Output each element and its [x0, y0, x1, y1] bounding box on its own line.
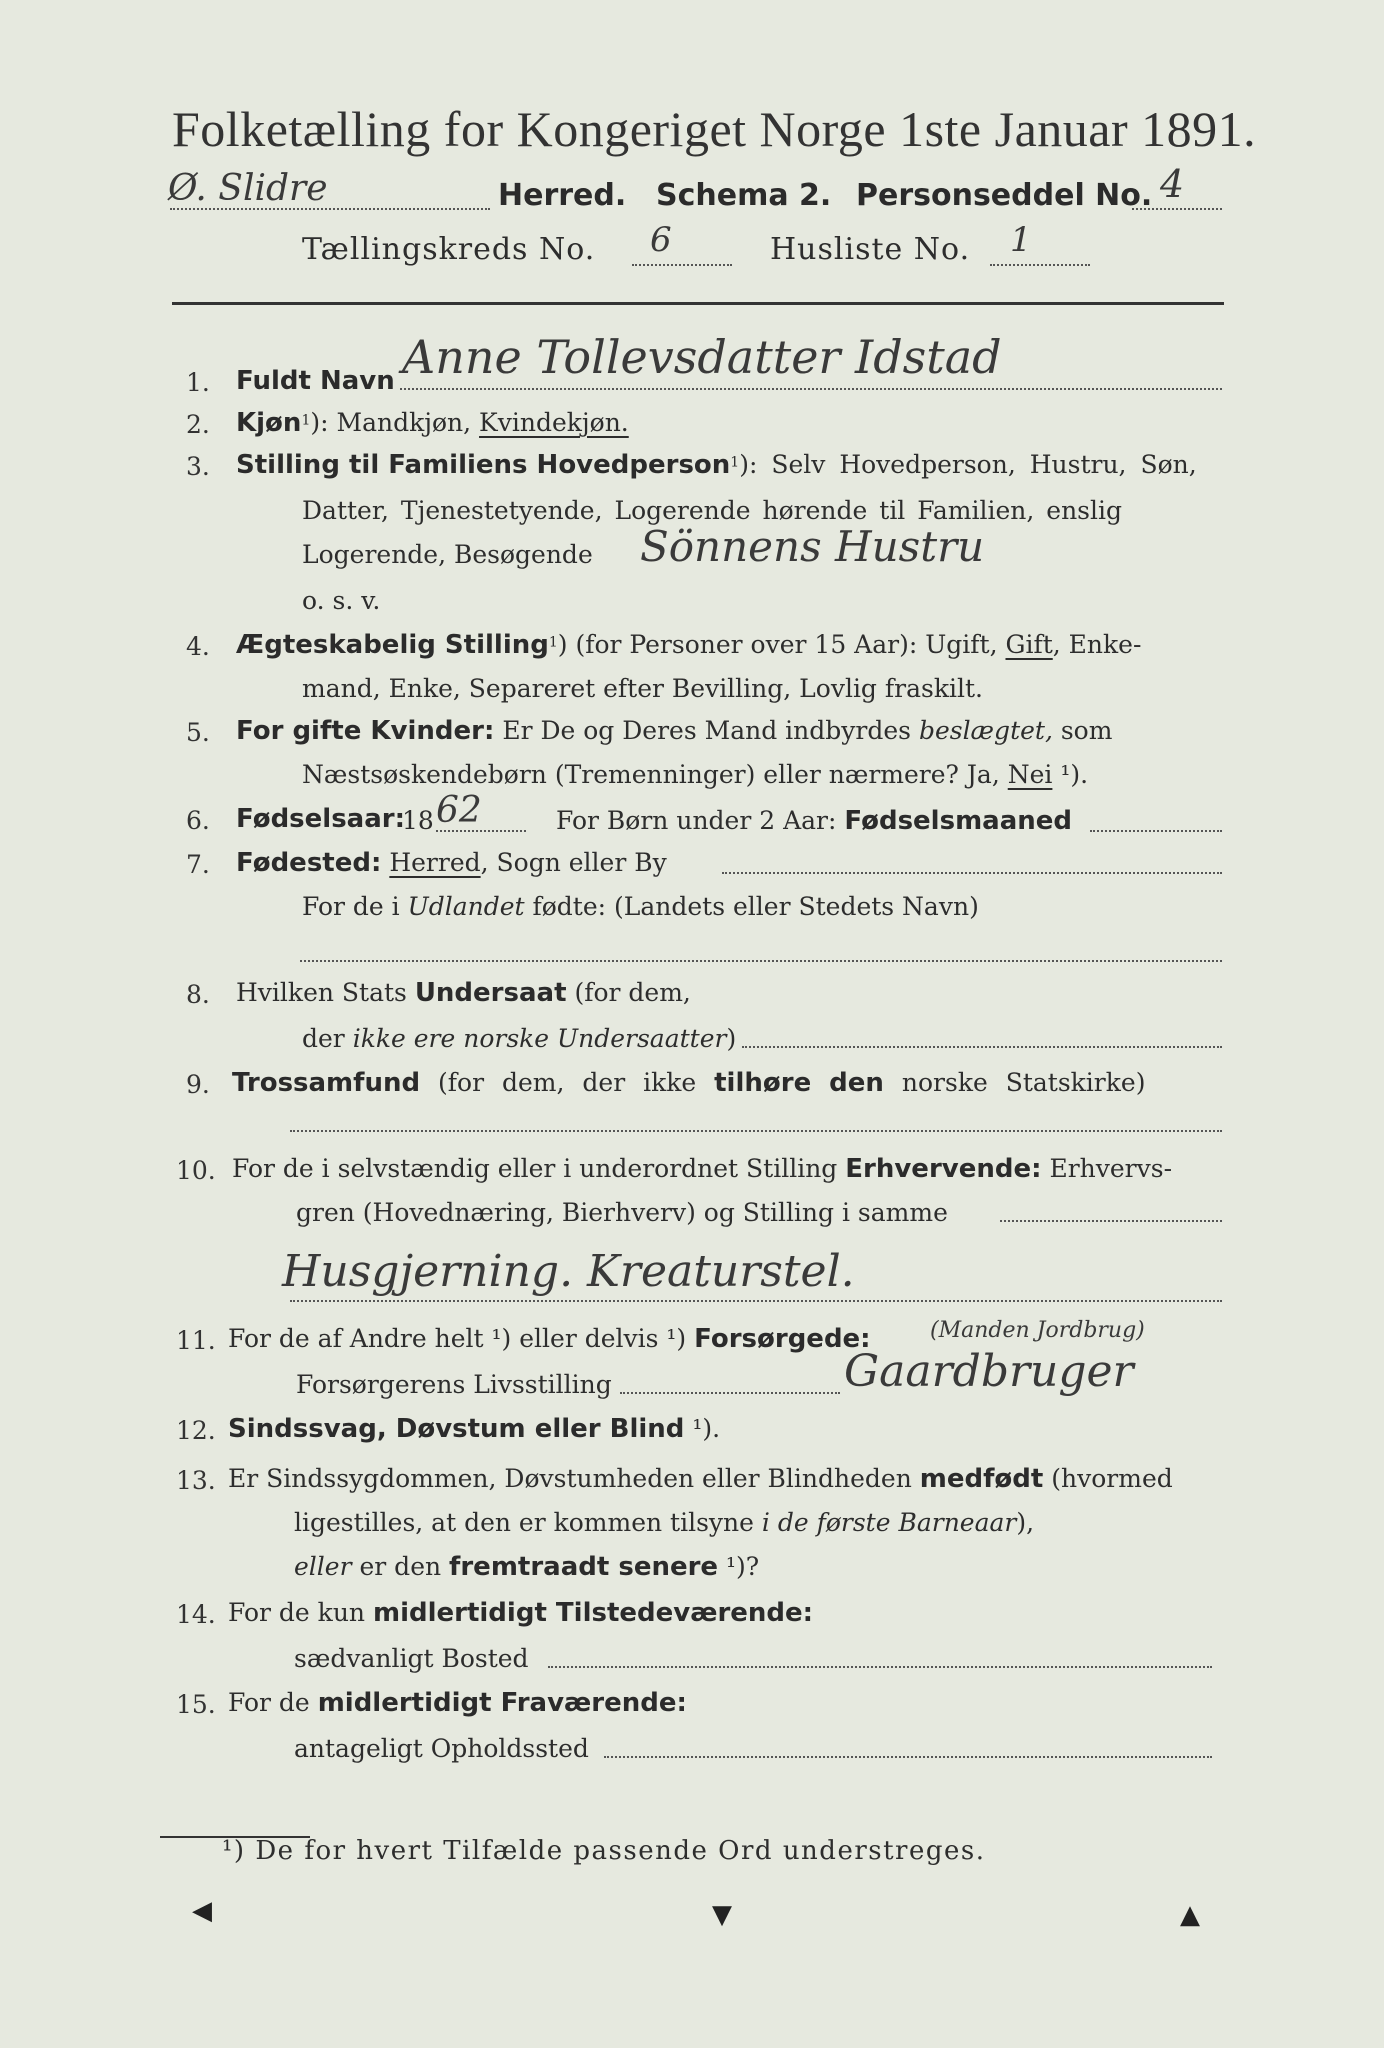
schema-label: Schema 2.	[656, 178, 832, 213]
marital-option-married: Gift	[1005, 630, 1053, 659]
occupation-dotted-line	[1000, 1220, 1222, 1222]
married-women-line2: Næstsøskendebørn (Tremenninger) eller nærmere? Ja, Nei ¹).	[302, 760, 1089, 789]
full-name-label: Fuldt Navn	[236, 366, 395, 396]
item-number: 13.	[176, 1466, 216, 1495]
sex-label: Kjøn	[236, 408, 302, 438]
supported-line1: For de af Andre helt ¹) eller delvis ¹) Forsørgede:	[228, 1324, 871, 1354]
supported-label: Forsørgede:	[694, 1324, 871, 1354]
item-number: 15.	[176, 1690, 216, 1719]
footnote: ¹) De for hvert Tilfælde passende Ord understreges.	[222, 1836, 986, 1866]
married-women-line1: For gifte Kvinder: Er De og Deres Mand indbyrdes beslægtet, som	[236, 716, 1113, 746]
item-number: 9.	[186, 1070, 210, 1099]
family-position-answer: Sönnens Hustru	[640, 522, 985, 571]
kreds-dotted-line	[632, 264, 732, 266]
family-position-line2: Datter, Tjenestetyende, Logerende hørende til Familien, enslig	[302, 496, 1123, 525]
header-rule	[172, 302, 1224, 305]
supported-answer: (Manden Jordbrug)	[930, 1318, 1145, 1343]
personseddel-dotted-line	[1132, 208, 1222, 210]
usual-residence-dotted-line	[548, 1666, 1212, 1668]
item-number: 8.	[186, 980, 210, 1009]
item-number: 11.	[176, 1326, 216, 1355]
disability-origin-line1: Er Sindssygdommen, Døvstumheden eller Blindheden medfødt (hvormed	[228, 1464, 1173, 1494]
birthplace-line1: Fødested: Herred, Sogn eller By	[236, 848, 667, 878]
birthplace-dotted-line	[722, 872, 1222, 874]
disability-origin-line2: ligestilles, at den er kommen tilsyne i de første Barneaar),	[294, 1508, 1035, 1537]
registration-mark-center-icon: ▼	[712, 1900, 732, 1930]
birth-year-label: Fødselsaar:	[236, 804, 405, 834]
married-women-label: For gifte Kvinder:	[236, 716, 495, 746]
item-number: 4.	[186, 632, 210, 661]
probable-residence-label: antageligt Opholdssted	[294, 1734, 589, 1763]
husliste-label: Husliste No.	[770, 232, 971, 267]
disability-origin-line3: eller er den fremtraadt senere ¹)?	[294, 1552, 760, 1582]
religion-line: Trossamfund (for dem, der ikke tilhøre den norske Statskirke)	[232, 1068, 1146, 1098]
husliste-value: 1	[1010, 220, 1032, 260]
marital-status-line1: Ægteskabelig Stilling$^1$) (for Personer over 15 Aar): Ugift, Gift, Enke-	[236, 630, 1142, 660]
temporary-present-line1: For de kun midlertidigt Tilstedeværende:	[228, 1598, 814, 1628]
item-number: 2.	[186, 410, 210, 439]
family-position-line1: Stilling til Familiens Hovedperson$^1$): Selv Hovedperson, Hustru, Søn,	[236, 450, 1197, 480]
foreign-birthplace-dotted-line	[300, 960, 1222, 962]
occupation-answer-dotted-line	[290, 1300, 1222, 1302]
husliste-dotted-line	[990, 264, 1090, 266]
personseddel-label: Personseddel No.	[856, 178, 1153, 213]
citizenship-line2: der ikke ere norske Undersaatter)	[302, 1024, 737, 1053]
registration-mark-right-icon: ▲	[1180, 1900, 1200, 1930]
supporter-dotted-line	[620, 1392, 840, 1394]
occupation-line1: For de i selvstændig eller i underordnet Stilling Erhvervende: Erhvervs-	[232, 1154, 1173, 1184]
supporter-occupation-label: Forsørgerens Livsstilling	[296, 1370, 612, 1399]
disability-label: Sindssvag, Døvstum eller Blind	[228, 1414, 685, 1444]
full-name-dotted-line	[400, 388, 1222, 390]
item-number: 10.	[176, 1156, 216, 1185]
birth-month-label: Fødselsmaaned	[844, 806, 1073, 836]
temporary-present-label: midlertidigt Tilstedeværende:	[372, 1598, 814, 1628]
supporter-occupation-answer: Gaardbruger	[844, 1346, 1134, 1397]
occupation-line2: gren (Hovednæring, Bierhverv) og Stilling i samme	[296, 1198, 948, 1227]
birth-year-dotted-line	[436, 830, 526, 832]
item-number: 5.	[186, 718, 210, 747]
full-name-answer: Anne Tollevsdatter Idstad	[402, 330, 1002, 384]
family-position-line3: Logerende, Besøgende	[302, 540, 593, 569]
birth-year-answer: 62	[436, 790, 482, 831]
marital-status-label: Ægteskabelig Stilling	[236, 630, 549, 660]
kreds-value: 6	[650, 220, 672, 260]
item-number: 3.	[186, 452, 210, 481]
item-number: 1.	[186, 368, 210, 397]
temporary-absent-label: midlertidigt Fraværende:	[317, 1688, 687, 1718]
birth-month-line: For Børn under 2 Aar: Fødselsmaaned	[556, 806, 1073, 836]
herred-value: Ø. Slidre	[168, 168, 328, 209]
sex-option-female: Kvindekjøn.	[479, 408, 629, 437]
birthplace-option-herred: Herred	[389, 848, 481, 877]
birthplace-label: Fødested:	[236, 848, 382, 878]
birthplace-line2: For de i Udlandet fødte: (Landets eller Stedets Navn)	[302, 892, 979, 921]
occupation-label: Erhvervende:	[845, 1154, 1042, 1184]
religion-label: Trossamfund	[232, 1068, 421, 1098]
birth-month-dotted-line	[1090, 830, 1222, 832]
item-number: 6.	[186, 806, 210, 835]
marital-status-line2: mand, Enke, Separeret efter Bevilling, Lovlig fraskilt.	[302, 674, 983, 703]
personseddel-value: 4	[1160, 162, 1185, 206]
religion-dotted-line	[290, 1130, 1222, 1132]
temporary-absent-line1: For de midlertidigt Fraværende:	[228, 1688, 687, 1718]
item-number: 14.	[176, 1600, 216, 1629]
herred-dotted-line	[170, 208, 490, 210]
registration-mark-left-icon: ◀	[192, 1896, 212, 1926]
form-title: Folketælling for Kongeriget Norge 1ste Januar 1891.	[172, 101, 1257, 157]
citizenship-line1: Hvilken Stats Undersaat (for dem,	[236, 978, 691, 1008]
item-number: 7.	[186, 850, 210, 879]
birth-year-prefix: 18	[402, 806, 434, 835]
citizenship-label: Undersaat	[414, 978, 567, 1008]
citizenship-dotted-line	[742, 1046, 1222, 1048]
probable-residence-dotted-line	[604, 1756, 1212, 1758]
sex-line: Kjøn$^1$): Mandkjøn, Kvindekjøn.	[236, 408, 629, 438]
family-position-line4: o. s. v.	[302, 586, 381, 615]
family-position-label: Stilling til Familiens Hovedperson	[236, 450, 731, 480]
usual-residence-label: sædvanligt Bosted	[294, 1644, 529, 1673]
kreds-label: Tællingskreds No.	[302, 232, 596, 267]
occupation-answer: Husgjerning. Kreaturstel.	[282, 1246, 855, 1297]
disability-line: Sindssvag, Døvstum eller Blind ¹).	[228, 1414, 721, 1444]
item-number: 12.	[176, 1416, 216, 1445]
related-option-no: Nei	[1007, 760, 1053, 789]
herred-label: Herred.	[498, 178, 627, 213]
